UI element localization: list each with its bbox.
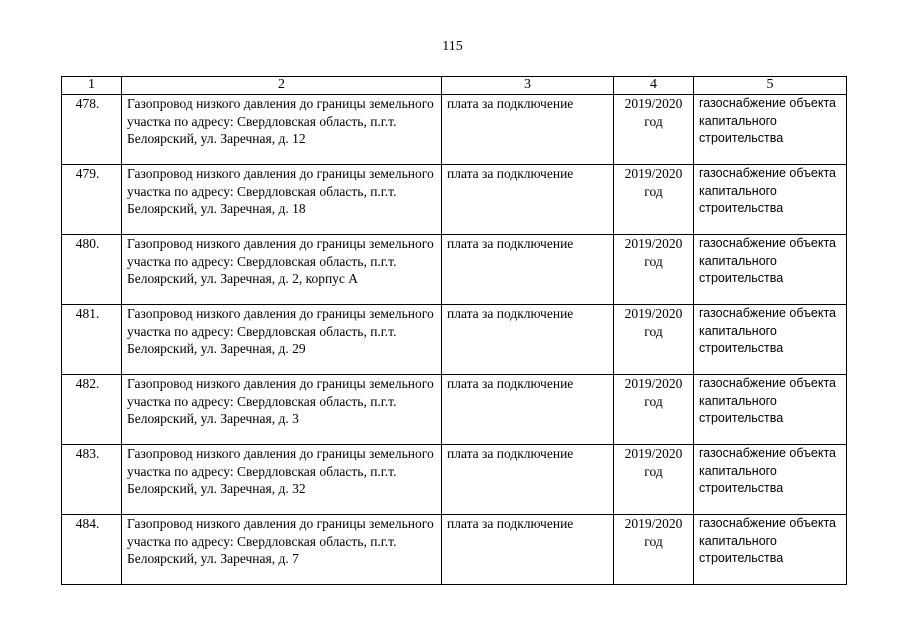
object-name: Газопровод низкого давления до границы земельного участка по адресу: Свердловская область, п.г.т. Белоярский, ул. Заречная, д. 12 bbox=[122, 95, 442, 165]
row-number: 484. bbox=[62, 515, 122, 585]
funding-source: плата за подключение bbox=[442, 445, 614, 515]
object-name: Газопровод низкого давления до границы земельного участка по адресу: Свердловская область, п.г.т. Белоярский, ул. Заречная, д. 3 bbox=[122, 375, 442, 445]
object-name: Газопровод низкого давления до границы земельного участка по адресу: Свердловская область, п.г.т. Белоярский, ул. Заречная, д. 29 bbox=[122, 305, 442, 375]
funding-source: плата за подключение bbox=[442, 95, 614, 165]
purpose: газоснабжение объекта капитального строительства bbox=[694, 445, 847, 515]
object-name: Газопровод низкого давления до границы земельного участка по адресу: Свердловская область, п.г.т. Белоярский, ул. Заречная, д. 7 bbox=[122, 515, 442, 585]
purpose: газоснабжение объекта капитального строительства bbox=[694, 95, 847, 165]
purpose: газоснабжение объекта капитального строительства bbox=[694, 375, 847, 445]
funding-source: плата за подключение bbox=[442, 305, 614, 375]
column-header-4: 4 bbox=[614, 77, 694, 95]
page-number: 115 bbox=[442, 39, 463, 54]
registry-table bbox=[61, 76, 847, 585]
row-number: 478. bbox=[62, 95, 122, 165]
funding-source: плата за подключение bbox=[442, 515, 614, 585]
object-name: Газопровод низкого давления до границы земельного участка по адресу: Свердловская область, п.г.т. Белоярский, ул. Заречная, д. 2, корпус А bbox=[122, 235, 442, 305]
funding-source: плата за подключение bbox=[442, 235, 614, 305]
funding-source: плата за подключение bbox=[442, 165, 614, 235]
implementation-year: 2019/2020 год bbox=[614, 95, 694, 165]
table-row bbox=[62, 375, 847, 445]
implementation-year: 2019/2020 год bbox=[614, 375, 694, 445]
purpose: газоснабжение объекта капитального строительства bbox=[694, 515, 847, 585]
purpose: газоснабжение объекта капитального строительства bbox=[694, 235, 847, 305]
implementation-year: 2019/2020 год bbox=[614, 235, 694, 305]
implementation-year: 2019/2020 год bbox=[614, 515, 694, 585]
object-name: Газопровод низкого давления до границы земельного участка по адресу: Свердловская область, п.г.т. Белоярский, ул. Заречная, д. 32 bbox=[122, 445, 442, 515]
row-number: 480. bbox=[62, 235, 122, 305]
column-header-5: 5 bbox=[694, 77, 847, 95]
table-row bbox=[62, 445, 847, 515]
row-number: 482. bbox=[62, 375, 122, 445]
table-row bbox=[62, 515, 847, 585]
table-row bbox=[62, 165, 847, 235]
funding-source: плата за подключение bbox=[442, 375, 614, 445]
implementation-year: 2019/2020 год bbox=[614, 305, 694, 375]
column-header-1: 1 bbox=[62, 77, 122, 95]
object-name: Газопровод низкого давления до границы земельного участка по адресу: Свердловская область, п.г.т. Белоярский, ул. Заречная, д. 18 bbox=[122, 165, 442, 235]
column-header-3: 3 bbox=[442, 77, 614, 95]
row-number: 481. bbox=[62, 305, 122, 375]
purpose: газоснабжение объекта капитального строительства bbox=[694, 165, 847, 235]
table-row bbox=[62, 235, 847, 305]
table-row bbox=[62, 305, 847, 375]
row-number: 483. bbox=[62, 445, 122, 515]
implementation-year: 2019/2020 год bbox=[614, 165, 694, 235]
table-header-row bbox=[62, 77, 847, 95]
row-number: 479. bbox=[62, 165, 122, 235]
table-row bbox=[62, 95, 847, 165]
implementation-year: 2019/2020 год bbox=[614, 445, 694, 515]
purpose: газоснабжение объекта капитального строительства bbox=[694, 305, 847, 375]
column-header-2: 2 bbox=[122, 77, 442, 95]
